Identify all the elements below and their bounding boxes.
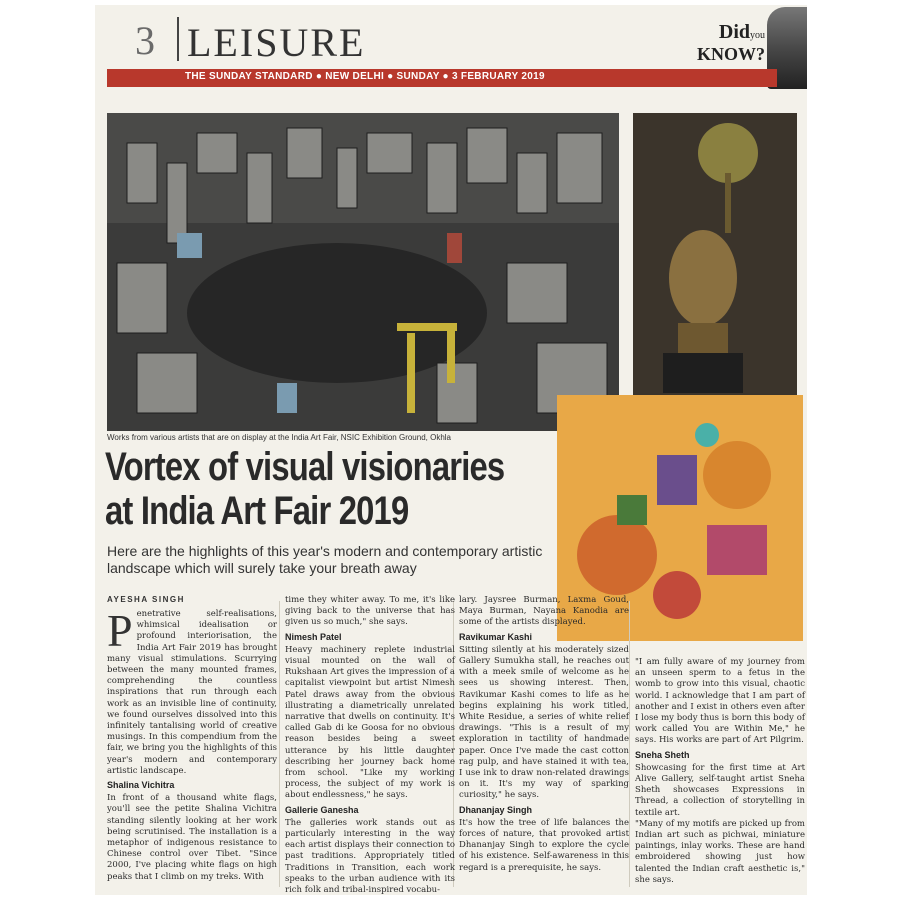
sneha-paragraph-2: "Many of my motifs are picked up from Indian art such as pichwai, miniature paintings, inlay works. These are hand embroidered showing just how talented the Indian craft aesthetic is," she says. bbox=[635, 818, 805, 885]
article-column-4 bbox=[635, 657, 805, 889]
ravikumar-paragraph: Sitting silently at his moderately sized Gallery Sumukha stall, he reaches out with a meek smile of welcome as he sees us showing interest. Then, Ravikumar Kashi comes to life as he begins explaining his work titled, White Residue, a series of white relief drawings. "This is a result of my exploration in tactility of handmade paper. Once I've made the cast cotton rag pulp, and have stained it with tea, I use ink to draw non-related drawings on it. It's my way of sparking curiosity," he says. bbox=[459, 644, 629, 801]
ganesha-paragraph: The galleries work stands out as particularly interesting in the way each artist displays their connection to past traditions. Appropriately titled Traditions in Transition, each work speaks to the urban audience with its rich folk and tribal-inspired vocabu- bbox=[285, 817, 455, 896]
sneha-paragraph: Showcasing for the first time at Art Alive Gallery, self-taught artist Sneha Sheth showcases Expressions in Thread, a collection of storytelling in textile art. bbox=[635, 762, 805, 818]
industrial-artwork-photo bbox=[107, 113, 619, 431]
masthead-divider bbox=[177, 17, 179, 61]
subhead-ravikumar: Ravikumar Kashi bbox=[459, 631, 533, 642]
article-column-1 bbox=[107, 605, 277, 889]
column-divider bbox=[279, 601, 280, 887]
ganesha-paragraph-cont: lary. Jaysree Burman, Laxma Goud, Maya Burman, Nayana Kanodia are some of the artists displayed. bbox=[459, 595, 629, 628]
subhead-ganesha: Gallerie Ganesha bbox=[285, 804, 359, 815]
did-you-know-label bbox=[683, 23, 765, 63]
sculpture-photo bbox=[633, 113, 797, 395]
nimesh-paragraph: Heavy machinery replete industrial visual mounted on the wall of Rukshaan Art gives the impression of a capitalist viewpoint but artist Nimesh Patel draws away from the obvious illustrating a diametrically unrelated narrative that dwells on continuity. It's called Gab di ke Goosa for no obvious reason besides being a sweet utterance by his little daughter describing her journey back home from school. "Like my working process, the subject of my work is about endlessness," he says. bbox=[285, 644, 455, 801]
newspaper-page bbox=[95, 5, 807, 895]
shalina-paragraph: In front of a thousand white flags, you'll see the petite Shalina Vichitra standing silently looking at her work being scrutinised. The installation is a metaphor of indigenous resistance to Chinese control over Tibet. "Since 2000, I've placing white flags on high peaks that I climb on my treks. With bbox=[107, 793, 277, 882]
article-column-3 bbox=[459, 595, 629, 875]
dateline-text: THE SUNDAY STANDARD ● NEW DELHI ● SUNDAY ● 3 FEBRUARY 2019 bbox=[185, 71, 545, 82]
section-title: LEISURE bbox=[187, 20, 366, 65]
you-text: you bbox=[750, 30, 765, 41]
subhead-sneha: Sneha Sheth bbox=[635, 749, 690, 760]
article-column-2 bbox=[285, 595, 455, 896]
know-text: KNOW? bbox=[696, 44, 765, 64]
did-text: Did bbox=[718, 21, 750, 43]
dhananjay-paragraph-cont: "I am fully aware of my journey from an unseen sperm to a fetus in the womb to grow into this visual, chaotic world. I acknowledge that I am part of another and I exist in others even after I lose my body thus is born this body of work called You are Within Me," he says. His works are part of Art Pilgrim. bbox=[635, 657, 805, 746]
masthead bbox=[95, 5, 807, 71]
bronze-head-sculpture bbox=[633, 113, 797, 395]
subhead-dhananjay: Dhananjay Singh bbox=[459, 804, 533, 815]
intro-text: enetrative self-realisations, whimsical idealisation or profound interiorisation, the India Art Fair 2019 has brought many visual stimulations. Scurrying between the many mounted frames, comprehending the countless inspirations that run through each work as an invisible line of continuity, we found ourselves dissolved into this infinitely tantalising world of creative musings. In this compendium from the fair, we bring you the highlights of this year's modern and contemporary artistic landscape. bbox=[107, 609, 277, 776]
dateline-bar bbox=[107, 69, 777, 87]
subhead-shalina: Shalina Vichitra bbox=[107, 780, 175, 791]
headline-line-1: Vortex of visual visionaries bbox=[105, 445, 505, 489]
headline-line-2: at India Art Fair 2019 bbox=[105, 489, 409, 533]
column-divider bbox=[629, 601, 630, 887]
shalina-paragraph-cont: time they whiter away. To me, it's like giving back to the universe that has given us so much," she says. bbox=[285, 595, 455, 628]
standfirst: Here are the highlights of this year's modern and contemporary artistic landscape which will surely take your breath away bbox=[107, 543, 543, 576]
subhead-nimesh: Nimesh Patel bbox=[285, 631, 342, 642]
headline bbox=[105, 445, 505, 533]
industrial-artwork-illustration bbox=[107, 113, 619, 431]
drop-cap: P bbox=[107, 605, 133, 656]
intro-paragraph bbox=[107, 605, 277, 777]
byline: AYESHA SINGH bbox=[107, 595, 185, 604]
photo-caption: Works from various artists that are on display at the India Art Fair, NSIC Exhibition Ground, Okhla bbox=[107, 433, 451, 442]
page-number: 3 bbox=[135, 18, 155, 63]
dhananjay-paragraph: It's how the tree of life balances the forces of nature, that provoked artist Dhananjay Singh to explore the cycle of his existence. Self-awareness in this regard is a prerequisite, he says. bbox=[459, 817, 629, 873]
